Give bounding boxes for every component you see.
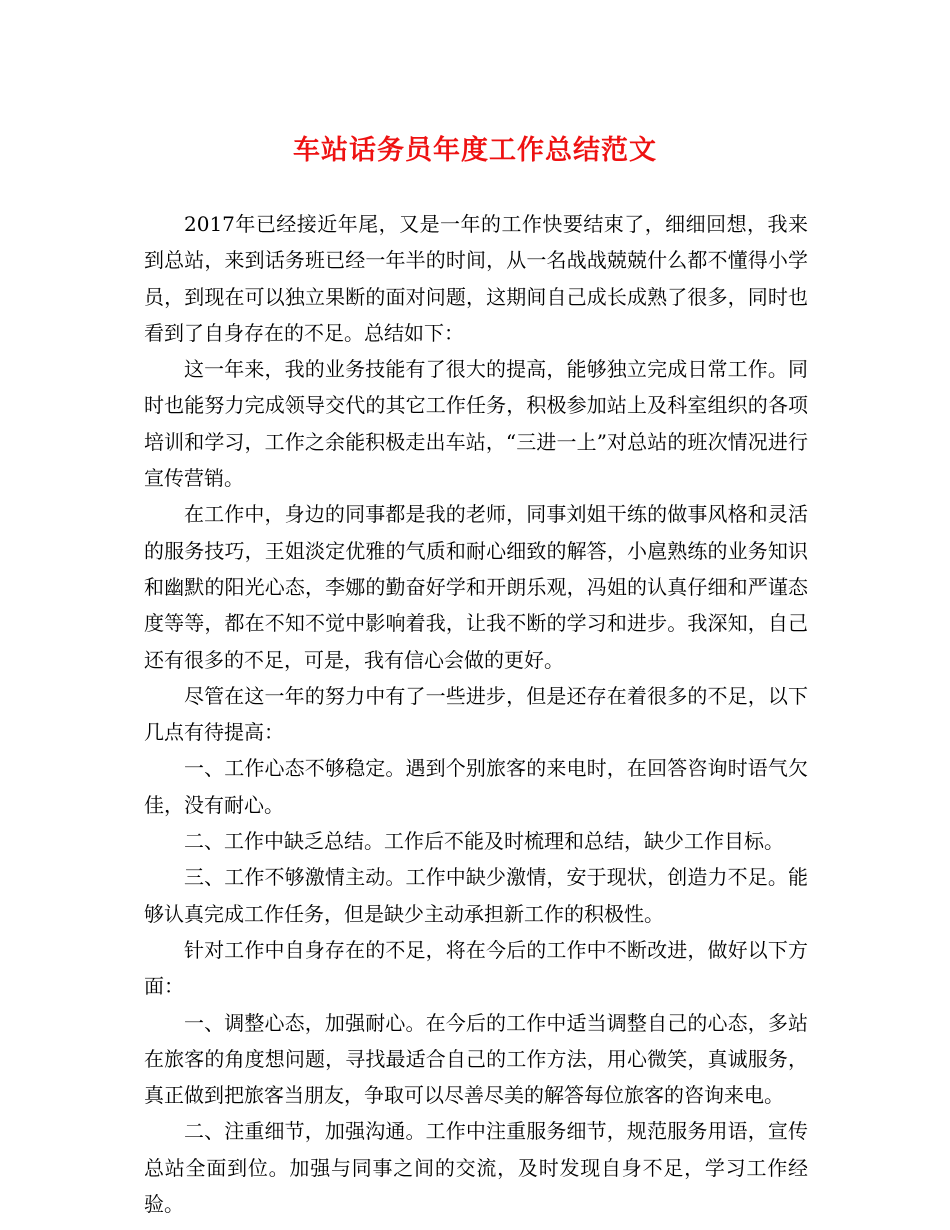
paragraph-9: 一、调整心态，加强耐心。在今后的工作中适当调整自己的心态，多站在旅客的角度想问题，寻找最适合自己的工作方法，用心微笑，真诚服务，真正做到把旅客当朋友，争取可以尽善尽美的解答每位旅客的咨询来电。 xyxy=(144,1010,808,1108)
paragraph-2: 这一年来，我的业务技能有了很大的提高，能够独立完成日常工作。同时也能努力完成领导交代的其它工作任务，积极参加站上及科室组织的各项培训和学习，工作之余能积极走出车站，“三进一上”对总站的班次情况进行宣传营销。 xyxy=(144,357,808,491)
paragraph-1: 2017年已经接近年尾，又是一年的工作快要结束了，细细回想，我来到总站，来到话务班已经一年半的时间，从一名战战兢兢什么都不懂得小学员，到现在可以独立果断的面对问题，这期间自己成长成熟了很多，同时也看到了自身存在的不足。总结如下： xyxy=(144,212,808,345)
paragraph-3: 在工作中，身边的同事都是我的老师，同事刘姐干练的做事风格和灵活的服务技巧，王姐淡定优雅的气质和耐心细致的解答，小扈熟练的业务知识和幽默的阳光心态，李娜的勤奋好学和开朗乐观，冯姐的认真仔细和严谨态度等等，都在不知不觉中影响着我，让我不断的学习和进步。我深知，自己还有很多的不足，可是，我有信心会做的更好。 xyxy=(144,502,808,672)
paragraph-10: 二、注重细节，加强沟通。工作中注重服务细节，规范服务用语，宣传总站全面到位。加强与同事之间的交流，及时发现自身不足，学习工作经验。 xyxy=(144,1119,808,1217)
document-title: 车站话务员年度工作总结范文 xyxy=(293,135,657,166)
paragraph-5: 一、工作心态不够稳定。遇到个别旅客的来电时，在回答咨询时语气欠佳，没有耐心。 xyxy=(144,756,808,817)
paragraph-8: 针对工作中自身存在的不足，将在今后的工作中不断改进，做好以下方面： xyxy=(144,937,808,999)
paragraph-6: 二、工作中缺乏总结。工作后不能及时梳理和总结，缺少工作目标。 xyxy=(184,829,784,854)
paragraph-4: 尽管在这一年的努力中有了一些进步，但是还存在着很多的不足，以下几点有待提高： xyxy=(144,683,808,745)
document-body xyxy=(144,206,808,1222)
paragraph-7: 三、工作不够激情主动。工作中缺少激情，安于现状，创造力不足。能够认真完成工作任务，但是缺少主动承担新工作的积极性。 xyxy=(144,865,808,926)
